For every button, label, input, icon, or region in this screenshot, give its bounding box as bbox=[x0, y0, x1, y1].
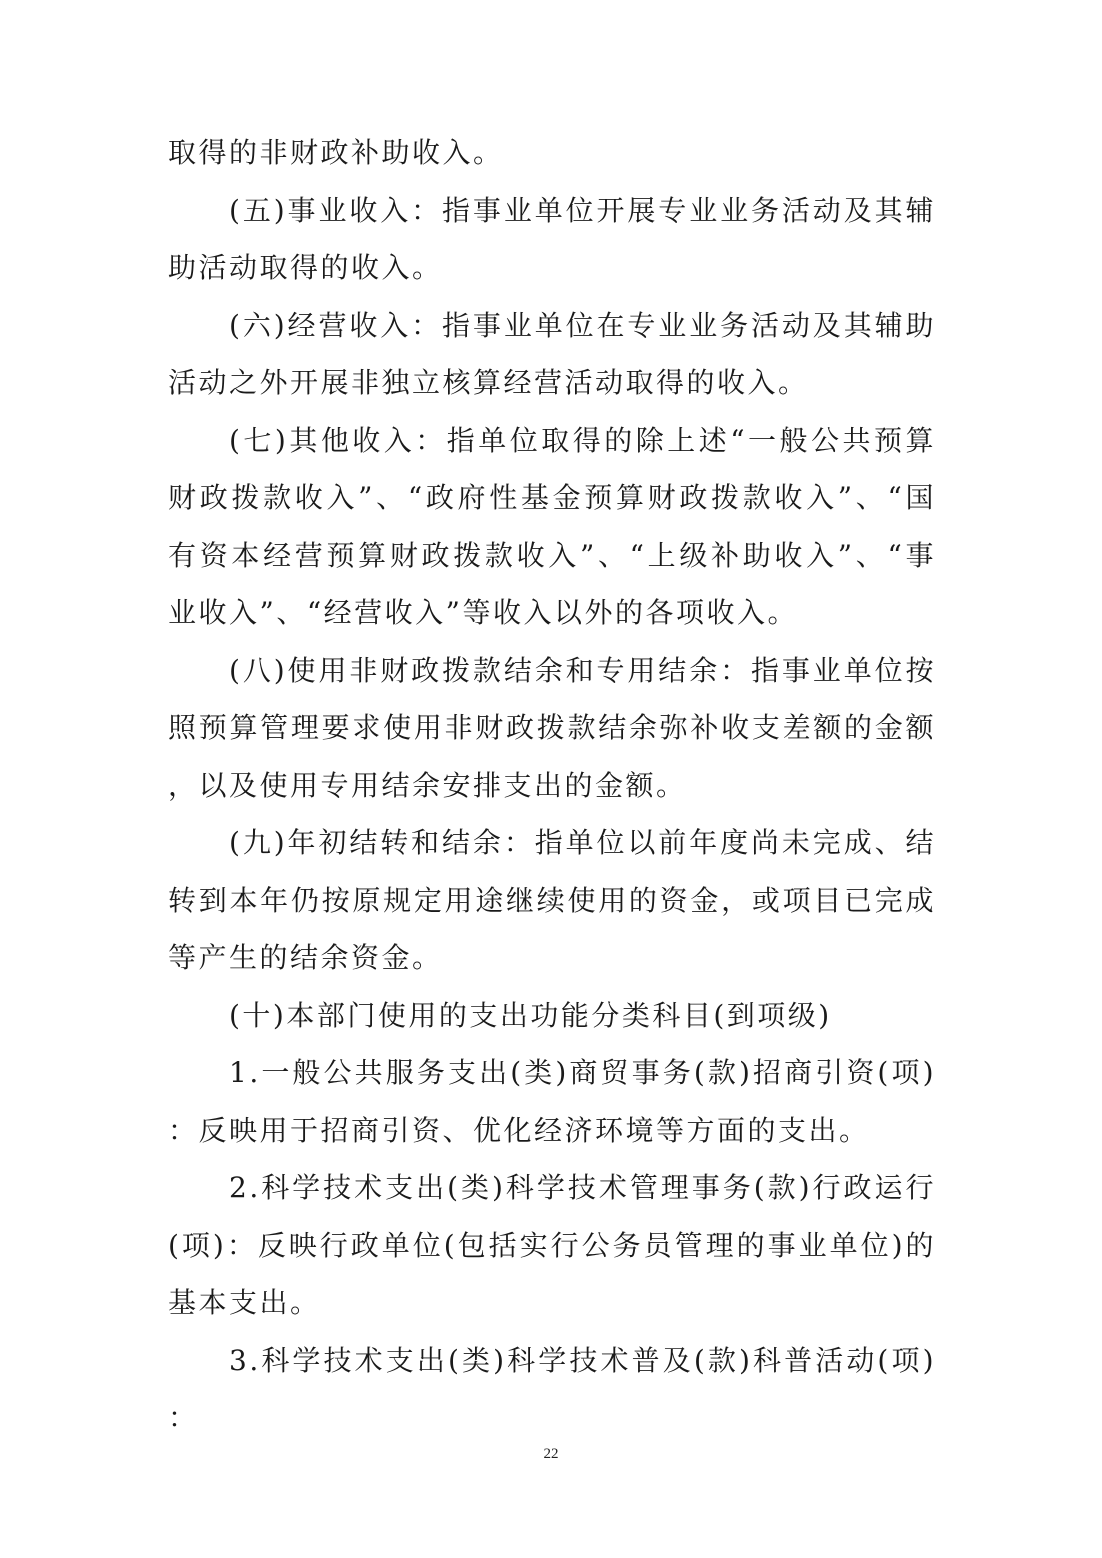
paragraph-business-income: (五)事业收入：指事业单位开展专业业务活动及其辅助活动取得的收入。 bbox=[168, 193, 936, 284]
paragraph-continuation: 取得的非财政补助收入。 bbox=[168, 136, 504, 169]
list-item-3: 3.科学技术支出(类)科学技术普及(款)科普活动(项)： bbox=[168, 1343, 936, 1434]
paragraph-operating-income: (六)经营收入：指事业单位在专业业务活动及其辅助活动之外开展非独立核算经营活动取得的收入。 bbox=[168, 308, 936, 399]
paragraph-function-classification: (十)本部门使用的支出功能分类科目(到项级) bbox=[229, 998, 832, 1032]
paragraph-non-fiscal-surplus: (八)使用非财政拨款结余和专用结余：指事业单位按照预算管理要求使用非财政拨款结余弥补收支差额的金额，以及使用专用结余安排支出的金额。 bbox=[168, 653, 936, 802]
paragraph-carryover-surplus: (九)年初结转和结余：指单位以前年度尚未完成、结转到本年仍按原规定用途继续使用的资金，或项目已完成等产生的结余资金。 bbox=[168, 826, 936, 974]
list-item-2: 2.科学技术支出(类)科学技术管理事务(款)行政运行(项)：反映行政单位(包括实行公务员管理的事业单位)的基本支出。 bbox=[168, 1171, 936, 1319]
paragraph-other-income: (七)其他收入：指单位取得的除上述“一般公共预算财政拨款收入”、“政府性基金预算财政拨款收入”、“国有资本经营预算财政拨款收入”、“上级补助收入”、“事业收入”、“经营收入”等收入以外的各项收入。 bbox=[168, 423, 936, 629]
body-text bbox=[168, 124, 936, 1447]
page-number: 22 bbox=[543, 1446, 559, 1462]
list-item-1: 1.一般公共服务支出(类)商贸事务(款)招商引资(项)：反映用于招商引资、优化经济环境等方面的支出。 bbox=[168, 1056, 936, 1147]
